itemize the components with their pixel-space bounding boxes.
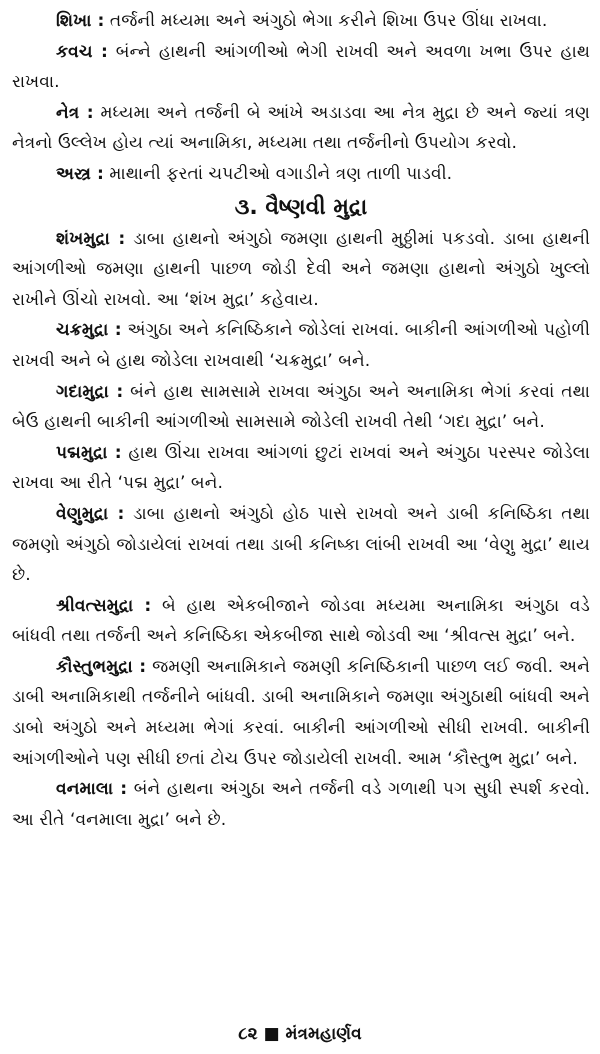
separator-square: ■	[263, 1024, 280, 1044]
mudra-description: બે હાથ એકબીજાને જોડવા મધ્યમા અનામિકા અંગુઠા વડે બાંધવી તથા તર્જની અને કનિષ્ઠિકા એકબીજા સાથે જોડવી આ ‘શ્રીવત્સ મુદ્રા’ બને.	[12, 595, 590, 647]
mudra-term: વેણુમુદ્રા :	[56, 503, 125, 524]
mudra-term: ગદામુદ્રા :	[56, 381, 124, 402]
mudra-paragraph	[12, 37, 590, 98]
mudra-paragraph	[12, 98, 590, 159]
mudra-paragraph	[12, 652, 590, 774]
document-body	[12, 6, 590, 835]
mudra-description: માથાની ફરતાં ચપટીઓ વગાડીને ત્રણ તાળી પાડવી.	[109, 163, 453, 184]
mudra-paragraph	[12, 774, 590, 835]
mudra-paragraph	[12, 6, 590, 37]
mudra-term: શિખા :	[56, 11, 105, 31]
mudra-paragraph	[12, 499, 590, 591]
mudra-description: ડાબા હાથનો અંગુઠો જમણા હાથની મુઠ્ઠીમાં પકડવો. ડાબા હાથની આંગળીઓ જમણા હાથની પાછળ જોડી દેવી અને જમણા હાથનો અંગુઠો ખુલ્લો રાખીને ઊંચો રાખવો. આ ‘શંખ મુદ્રા’ કહેવાય.	[12, 228, 590, 310]
mudra-description: જમણી અનામિકાને જમણી કનિષ્ઠિકાની પાછળ લઈ જવી. અને ડાબી અનામિકાથી તર્જનીને બાંધવી. ડાબી અનામિકાને જમણા અંગુઠાથી બાંધવી અને ડાબો અંગુઠો અને મધ્યમા ભેગાં કરવાં. બાકીની આંગળીઓ સીધી રાખવી. બાકીની આંગળીઓને પણ સીધી છતાં ટોચ ઉપર જોડાયેલી રાખવી. આમ ‘કૌસ્તુભ મુદ્રા’ બને.	[12, 656, 590, 769]
mudra-term: કવચ :	[56, 41, 108, 62]
mudra-term: પદ્મમુદ્રા :	[56, 442, 122, 463]
mudra-description: હાથ ઊંચા રાખવા આંગળાં છુટાં રાખવાં અને અંગુઠા પરસ્પર જોડેલા રાખવા આ રીતે ‘પદ્મ મુદ્રા’ બને.	[12, 442, 590, 494]
mudra-description: બંન્ને હાથની આંગળીઓ ભેગી રાખવી અને અવળા ખભા ઉપર હાથ રાખવા.	[12, 41, 591, 93]
mudra-term: નેત્ર :	[56, 102, 94, 123]
mudra-description: બંને હાથના અંગુઠા અને તર્જની વડે ગળાથી પગ સુધી સ્પર્શ કરવો. આ રીતે ‘વનમાલા મુદ્રા’ બને છે.	[12, 779, 590, 830]
mudra-term: શ્રીવત્સમુદ્રા :	[56, 595, 152, 616]
page-number: ૮૨	[238, 1024, 258, 1044]
mudra-term: શંખમુદ્રા :	[56, 228, 126, 249]
mudra-description: અંગુઠા અને કનિષ્ઠિકાને જોડેલાં રાખવાં. બાકીની આંગળીઓ પહોળી રાખવી અને બે હાથ જોડેલા રાખવાથી ‘ચક્રમુદ્રા’ બને.	[12, 320, 591, 371]
mudra-term: કૌસ્તુભમુદ્રા :	[56, 656, 147, 677]
mudra-term: ચક્રમુદ્રા :	[56, 320, 122, 341]
page-footer	[0, 1024, 600, 1044]
mudra-term: વનમાલા :	[56, 779, 128, 800]
mudra-paragraph	[12, 591, 590, 652]
mudra-paragraph	[12, 315, 590, 376]
mudra-paragraph	[12, 377, 590, 438]
mudra-paragraph	[12, 159, 590, 190]
mudra-description: બંને હાથ સામસામે રાખવા અંગુઠા અને અનામિકા ભેગાં કરવાં તથા બેઉ હાથની બાકીની આંગળીઓ સામસામે જોડેલી રાખવી તેથી ‘ગદા મુદ્રા’ બને.	[12, 381, 590, 433]
section-heading: ૩. વૈષ્ણવી મુદ્રા	[234, 194, 368, 220]
mudra-description: તર્જની મધ્યમા અને અંગુઠો ભેગા કરીને શિખા ઉપર ઊંધા રાખવા.	[109, 11, 548, 31]
mudra-description: ડાબા હાથનો અંગુઠો હોઠ પાસે રાખવો અને ડાબી કનિષ્ઠિકા તથા જમણો અંગુઠો જોડાયેલાં રાખવાં તથા ડાબી કનિષ્કા લાંબી રાખવી આ ‘વેણુ મુદ્રા’ થાય છે.	[12, 503, 590, 586]
mudra-description: મધ્યમા અને તર્જની બે આંખે અડાડવા આ નેત્ર મુદ્રા છે અને જ્યાં ત્રણ નેત્રનો ઉલ્લેખ હોય ત્યાં અનામિકા, મધ્યમા તથા તર્જનીનો ઉપયોગ કરવો.	[12, 102, 591, 154]
book-title: મંત્રમહાર્ણવ	[285, 1024, 362, 1044]
mudra-paragraph	[12, 438, 590, 499]
mudra-paragraph	[12, 224, 590, 316]
mudra-term: અસ્ત્ર :	[56, 163, 104, 184]
